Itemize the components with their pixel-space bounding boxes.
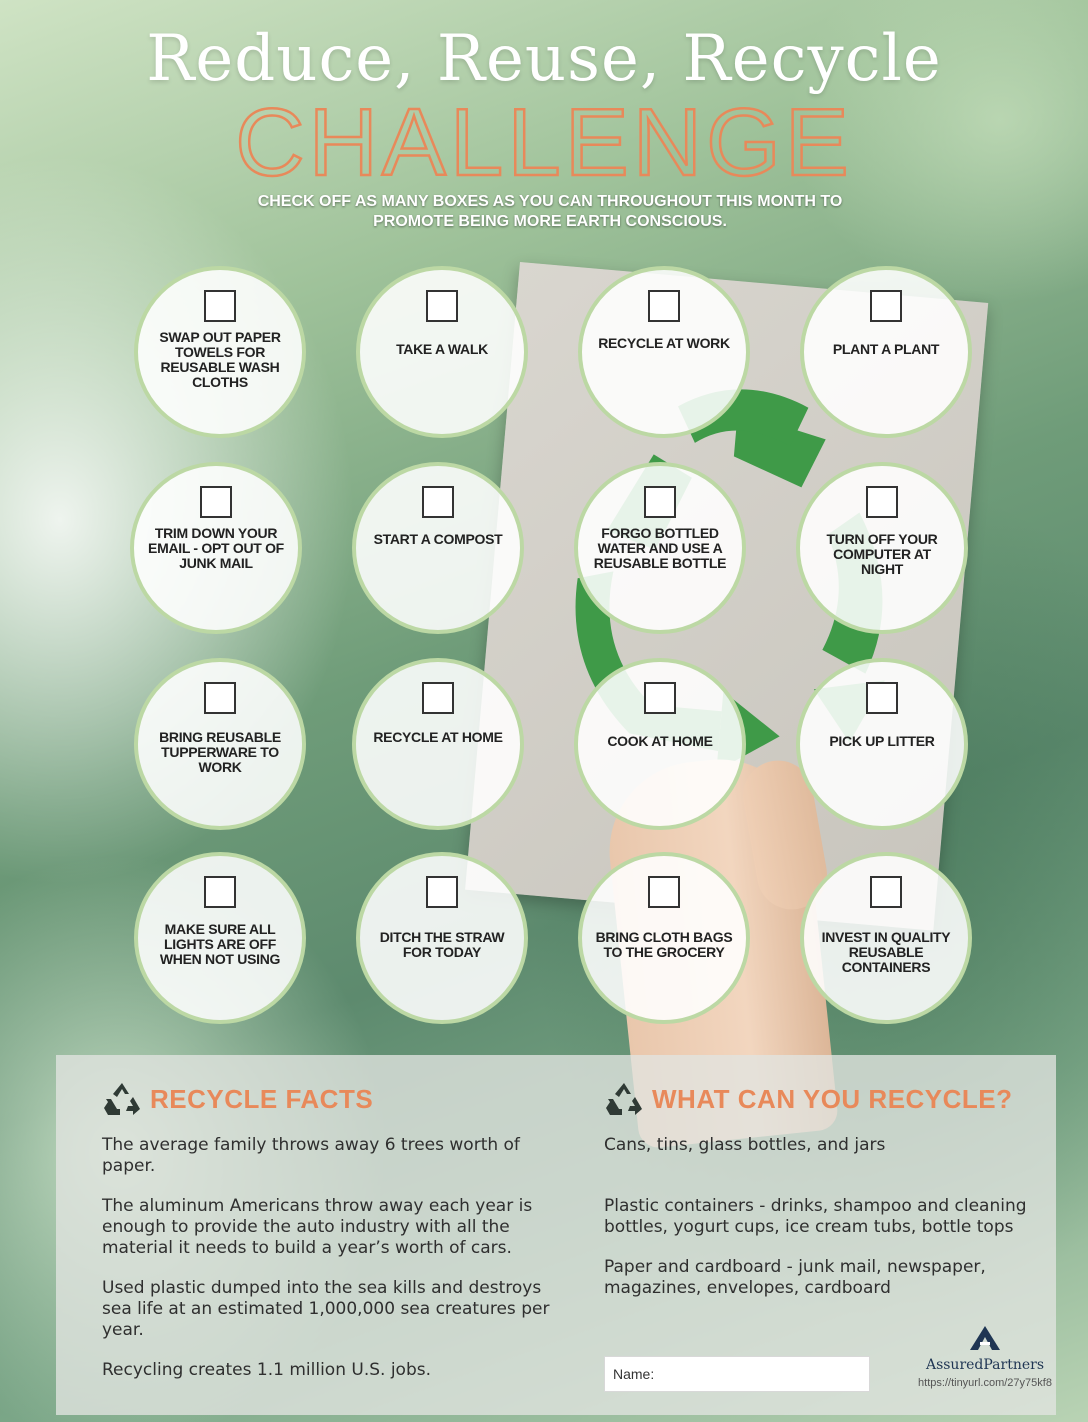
recyclable-item: Paper and cardboard - junk mail, newspaper, magazines, envelopes, cardboard	[604, 1257, 986, 1298]
challenge-checkbox[interactable]	[426, 876, 458, 908]
challenge-checkbox[interactable]	[870, 290, 902, 322]
section-heading: RECYCLE FACTS	[150, 1083, 374, 1114]
name-field[interactable]	[604, 1356, 870, 1392]
challenge-circle	[352, 462, 524, 634]
challenge-label: PICK UP LITTER	[829, 733, 935, 749]
title-top: Reduce, Reuse, Recycle	[146, 22, 942, 96]
challenge-checkbox[interactable]	[204, 290, 236, 322]
fact-item: Recycling creates 1.1 million U.S. jobs.	[102, 1360, 431, 1380]
challenge-checkbox[interactable]	[204, 876, 236, 908]
subtitle: CHECK OFF AS MANY BOXES AS YOU CAN THROUGHOUT THIS MONTH TO PROMOTE BEING MORE EARTH CONSCIOUS.	[257, 193, 843, 230]
fact-item: The average family throws away 6 trees worth of paper.	[102, 1135, 520, 1176]
challenge-checkbox[interactable]	[644, 682, 676, 714]
challenge-label: MAKE SURE ALL LIGHTS ARE OFF WHEN NOT USING	[159, 921, 281, 967]
challenge-label: TRIM DOWN YOUR EMAIL - OPT OUT OF JUNK MAIL	[148, 525, 284, 571]
challenge-circle	[130, 462, 302, 634]
recyclable-item: Plastic containers - drinks, shampoo and cleaning bottles, yogurt cups, ice cream tubs, bottle tops	[604, 1196, 1027, 1237]
challenge-label: RECYCLE AT WORK	[598, 335, 730, 351]
challenge-circle	[578, 852, 750, 1024]
fact-item: The aluminum Americans throw away each year is enough to provide the auto industry with all the material it needs to build a year’s worth of cars.	[102, 1196, 533, 1258]
challenge-circle	[134, 852, 306, 1024]
challenge-circle	[134, 658, 306, 830]
challenge-label: START A COMPOST	[373, 531, 503, 547]
recycle-icon	[604, 1081, 644, 1117]
challenge-label: SWAP OUT PAPER TOWELS FOR REUSABLE WASH CLOTHS	[159, 329, 281, 390]
fact-item: Used plastic dumped into the sea kills and destroys sea life at an estimated 1,000,000 sea creatures per year.	[102, 1278, 550, 1340]
challenge-checkbox[interactable]	[870, 876, 902, 908]
challenge-circle	[574, 658, 746, 830]
brand-name: AssuredPartners	[925, 1357, 1045, 1373]
challenge-circle	[134, 266, 306, 438]
recycle-facts-section	[102, 1077, 562, 1381]
challenge-label: RECYCLE AT HOME	[373, 729, 503, 745]
challenge-checkbox[interactable]	[200, 486, 232, 518]
name-label: Name:	[613, 1366, 655, 1382]
brand-block	[900, 1326, 1070, 1389]
challenge-label: INVEST IN QUALITY REUSABLE CONTAINERS	[821, 929, 951, 975]
challenge-checkbox[interactable]	[422, 486, 454, 518]
recycle-list-heading	[604, 1077, 1044, 1121]
challenge-label: PLANT A PLANT	[832, 341, 940, 357]
challenge-label: BRING CLOTH BAGS TO THE GROCERY	[595, 929, 733, 960]
challenge-label: COOK AT HOME	[607, 733, 713, 749]
challenge-checkbox[interactable]	[866, 486, 898, 518]
section-heading: WHAT CAN YOU RECYCLE?	[652, 1083, 1013, 1114]
challenge-label: TAKE A WALK	[396, 341, 488, 357]
challenge-checkbox[interactable]	[644, 486, 676, 518]
challenge-checkbox[interactable]	[204, 682, 236, 714]
assured-partners-logo	[970, 1326, 1000, 1350]
challenge-circle	[796, 462, 968, 634]
challenge-circle	[574, 462, 746, 634]
page-title: CHALLENGE	[235, 89, 853, 196]
challenge-label: TURN OFF YOUR COMPUTER AT NIGHT	[826, 531, 938, 577]
challenge-circle	[796, 658, 968, 830]
what-can-you-recycle-section	[604, 1077, 1044, 1299]
challenge-label: BRING REUSABLE TUPPERWARE TO WORK	[159, 729, 281, 775]
brand-url: https://tinyurl.com/27y75kf8	[918, 1377, 1052, 1389]
challenge-circle	[352, 658, 524, 830]
challenge-circle	[356, 852, 528, 1024]
challenge-label: FORGO BOTTLED WATER AND USE A REUSABLE BOTTLE	[593, 525, 727, 571]
challenge-circle	[800, 852, 972, 1024]
challenge-label: DITCH THE STRAW FOR TODAY	[379, 929, 505, 960]
challenge-checkbox[interactable]	[648, 290, 680, 322]
challenge-checkbox[interactable]	[866, 682, 898, 714]
challenge-circle	[356, 266, 528, 438]
challenge-checkbox[interactable]	[426, 290, 458, 322]
challenge-circle	[578, 266, 750, 438]
recycle-facts-heading	[102, 1077, 562, 1121]
challenge-checkbox[interactable]	[422, 682, 454, 714]
challenge-checkbox[interactable]	[648, 876, 680, 908]
challenge-circle	[800, 266, 972, 438]
recyclable-item: Cans, tins, glass bottles, and jars	[604, 1135, 886, 1155]
recycle-icon	[102, 1081, 142, 1117]
